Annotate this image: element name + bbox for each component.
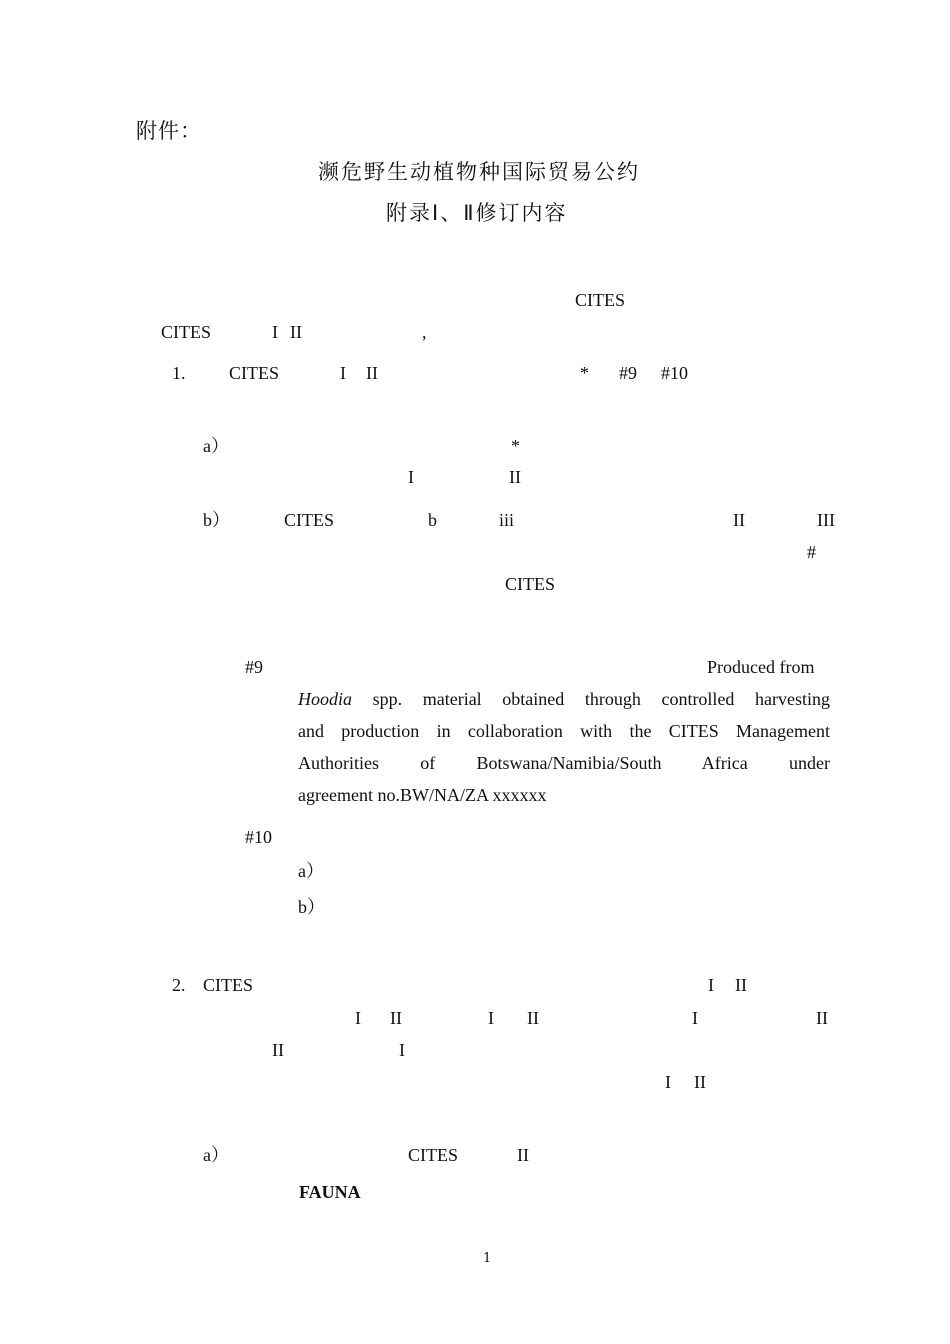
item2a-label: a）	[203, 1145, 229, 1165]
note10-label: #10	[245, 827, 272, 847]
note9-line2-text: spp. material obtained through controlled harvesting	[372, 689, 831, 709]
item1-cites: CITES	[229, 363, 280, 383]
note9-line4: Authorities of Botswana/Namibia/South Africa under	[298, 753, 830, 773]
item2-appendix-i-4: I	[692, 1008, 698, 1028]
item2-appendix-i-6: I	[665, 1072, 671, 1092]
note10-b-label: b）	[298, 897, 325, 917]
item2-appendix-ii-5: II	[272, 1040, 284, 1060]
note9-line2	[298, 683, 830, 715]
item2-appendix-i-2: I	[355, 1008, 361, 1028]
item2-appendix-ii-4: II	[816, 1008, 828, 1028]
item1-appendix-ii: II	[366, 363, 378, 383]
item1a-appendix-i: I	[408, 467, 414, 487]
document-subtitle: 附录Ⅰ、Ⅱ修订内容	[386, 201, 568, 225]
item1b-b: b	[428, 510, 437, 530]
item2-appendix-i-3: I	[488, 1008, 494, 1028]
item1-appendix-i: I	[340, 363, 346, 383]
item2-number: 2.	[172, 975, 186, 995]
item2a-appendix-ii: II	[517, 1145, 529, 1165]
item1b-hash: #	[807, 542, 816, 562]
item2-appendix-ii-2: II	[390, 1008, 402, 1028]
intro-comma: ,	[422, 322, 427, 342]
document-title: 濒危野生动植物种国际贸易公约	[318, 160, 640, 184]
item1-note9: #9	[619, 363, 637, 383]
item2a-cites: CITES	[408, 1145, 459, 1165]
attachment-label: 附件：	[136, 119, 202, 143]
item2-cites: CITES	[203, 975, 254, 995]
note9-produced-from: Produced from	[707, 657, 815, 677]
item1-star: *	[580, 363, 589, 383]
item1-note10: #10	[661, 363, 688, 383]
item1a-appendix-ii: II	[509, 467, 521, 487]
item2-appendix-ii-1: II	[735, 975, 747, 995]
item1b-cites-2: CITES	[505, 574, 556, 594]
item2-appendix-i-5: I	[399, 1040, 405, 1060]
item2a-fauna: FAUNA	[299, 1182, 361, 1202]
item1b-appendix-iii: III	[817, 510, 835, 530]
intro-appendix-ii: II	[290, 322, 302, 342]
note10-a-label: a）	[298, 861, 324, 881]
item2-appendix-ii-6: II	[694, 1072, 706, 1092]
item1a-label: a）	[203, 436, 229, 456]
note9-line3: and production in collaboration with the CITES Management	[298, 721, 830, 741]
intro-cites-2: CITES	[161, 322, 212, 342]
intro-cites: CITES	[575, 290, 626, 310]
page-number: 1	[483, 1251, 492, 1266]
note9-line5: agreement no.BW/NA/ZA xxxxxx	[298, 785, 547, 805]
item1b-iii: iii	[499, 510, 515, 530]
item1a-star: *	[511, 436, 520, 456]
item1-number: 1.	[172, 363, 186, 383]
item2-appendix-ii-3: II	[527, 1008, 539, 1028]
item1b-cites: CITES	[284, 510, 335, 530]
item2-appendix-i-1: I	[708, 975, 714, 995]
intro-appendix-i: I	[272, 322, 278, 342]
item1b-label: b）	[203, 510, 230, 530]
note9-label: #9	[245, 657, 263, 677]
note9-hoodia: Hoodia	[298, 689, 352, 709]
item1b-appendix-ii: II	[733, 510, 745, 530]
